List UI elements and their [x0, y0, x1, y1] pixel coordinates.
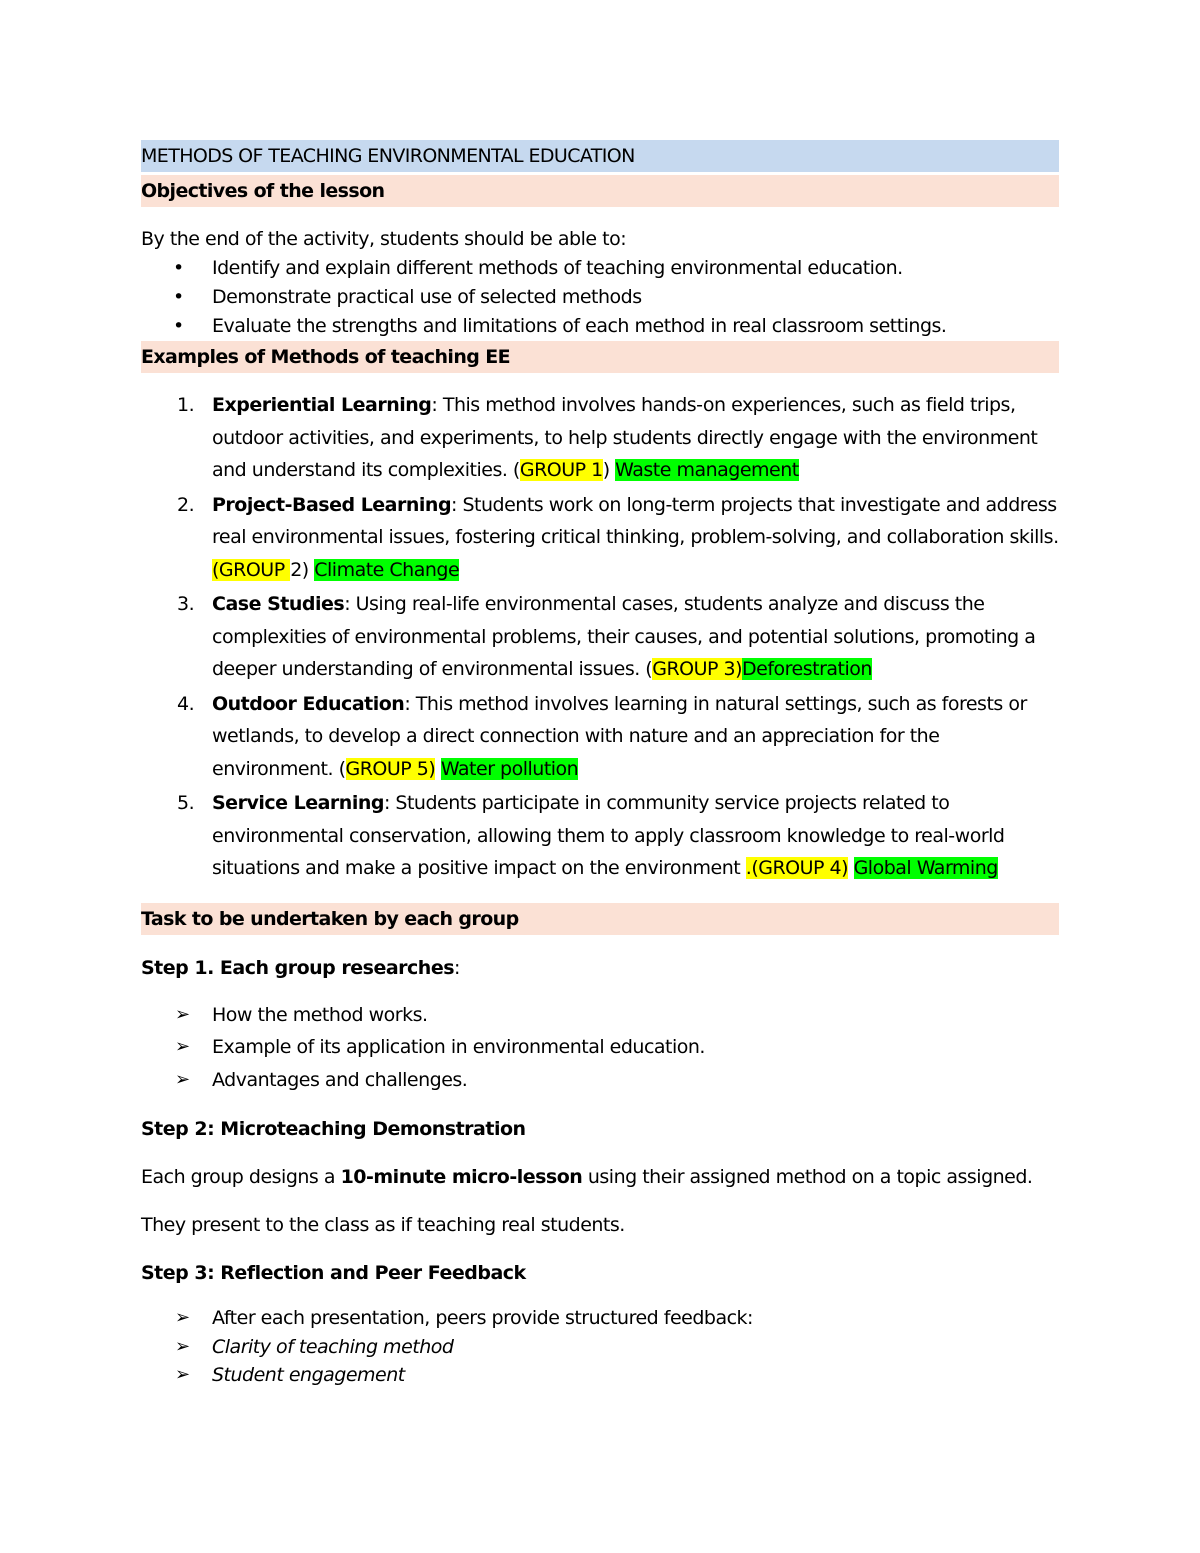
list-item — [141, 1064, 1059, 1097]
method-term: Project-Based Learning — [212, 493, 452, 516]
list-item-text: How the method works. — [212, 1003, 428, 1026]
paragraph-text: using their assigned method on a topic assigned. — [582, 1166, 1033, 1188]
group-separator — [848, 857, 854, 879]
list-item — [141, 1031, 1059, 1064]
method-item — [141, 688, 1059, 786]
step1-title-text: Step 1. Each group researches — [141, 956, 455, 979]
arrow-bullet-icon: ➢ — [175, 1036, 190, 1057]
list-item-text: Demonstrate practical use of selected methods — [212, 286, 642, 308]
arrow-bullet-icon: ➢ — [175, 1068, 190, 1090]
list-item-text: After each presentation, peers provide structured feedback: — [212, 1307, 753, 1329]
group-label: GROUP 3) — [652, 658, 743, 680]
paragraph-text: Each group designs a — [141, 1166, 341, 1188]
group-topic: Global Warming — [853, 857, 998, 879]
step1-colon: : — [454, 956, 460, 979]
method-item — [141, 787, 1059, 885]
group-topic: Deforestration — [742, 658, 872, 680]
list-item — [141, 1304, 1059, 1333]
methods-heading: Examples of Methods of teaching EE — [141, 341, 1059, 373]
list-item-text: Student engagement — [212, 1364, 405, 1386]
method-description: : Using real-life environmental cases, students analyze and discuss the complexities of environmental problems, their causes, and potential solutions, promoting a deeper understanding of environmental issues. ( — [212, 593, 1036, 680]
list-item — [141, 254, 1059, 283]
group-topic: Climate Change — [314, 558, 460, 581]
group-label: GROUP 1 — [519, 459, 603, 481]
emphasis-text: 10-minute micro-lesson — [340, 1166, 583, 1188]
method-description: : This method involves hands-on experiences, such as field trips, outdoor activities, and experiments, to help students directly engage with the environment and understand its complexities. ( — [212, 394, 1038, 481]
list-number: 4. — [177, 692, 195, 715]
group-separator — [435, 758, 441, 780]
group-topic: Waste management — [615, 459, 799, 481]
group-separator: 2) — [290, 558, 315, 581]
list-item-text: Evaluate the strengths and limitations of each method in real classroom settings. — [212, 315, 947, 337]
list-item — [141, 1361, 1059, 1390]
list-item — [141, 312, 1059, 341]
document-body — [141, 140, 1059, 1390]
methods-list — [141, 389, 1059, 885]
list-number: 5. — [177, 792, 195, 814]
arrow-bullet-icon: ➢ — [175, 1003, 190, 1025]
list-number: 3. — [177, 593, 195, 615]
bullet-icon: • — [173, 315, 184, 337]
list-item — [141, 1333, 1059, 1362]
method-description: : This method involves learning in natural settings, such as forests or wetlands, to develop a direct connection with nature and an appreciation for the environment. ( — [212, 692, 1027, 780]
method-item — [141, 588, 1059, 686]
list-item-text: Example of its application in environmental education. — [212, 1036, 705, 1058]
group-label: GROUP 5) — [345, 757, 436, 780]
list-item — [141, 999, 1059, 1032]
list-number: 2. — [177, 493, 195, 516]
arrow-bullet-icon: ➢ — [175, 1364, 190, 1385]
arrow-bullet-icon: ➢ — [175, 1307, 190, 1328]
method-item — [141, 489, 1059, 587]
group-topic: Water pollution — [440, 757, 579, 780]
step3-title: Step 3: Reflection and Peer Feedback — [141, 1262, 526, 1284]
objectives-list — [141, 254, 1059, 341]
list-item — [141, 283, 1059, 312]
page-title: METHODS OF TEACHING ENVIRONMENTAL EDUCATION — [141, 140, 1059, 172]
bullet-icon: • — [173, 286, 184, 308]
group-label: (GROUP — [212, 558, 291, 581]
method-term: Service Learning — [212, 792, 384, 814]
method-term: Outdoor Education — [212, 692, 405, 715]
list-item-text: Clarity of teaching method — [212, 1335, 454, 1358]
method-item — [141, 389, 1059, 487]
method-description: : Students participate in community service projects related to environmental conservation, allowing them to apply classroom knowledge to real-world situations and make a positive impact on the environment — [212, 792, 1005, 879]
step2-paragraph-1 — [141, 1162, 1059, 1192]
method-term: Experiential Learning — [212, 394, 432, 416]
step1-list — [141, 999, 1059, 1097]
method-term: Case Studies — [212, 593, 345, 615]
group-separator: ) — [602, 459, 616, 481]
step3-list — [141, 1304, 1059, 1390]
list-item-text: Identify and explain different methods of teaching environmental education. — [212, 257, 903, 279]
step2-title: Step 2: Microteaching Demonstration — [141, 1118, 526, 1140]
arrow-bullet-icon: ➢ — [175, 1335, 190, 1357]
step1-title — [141, 953, 1059, 983]
list-number: 1. — [177, 394, 195, 416]
list-item-text: Advantages and challenges. — [212, 1068, 468, 1091]
task-heading: Task to be undertaken by each group — [141, 903, 1059, 935]
objectives-heading: Objectives of the lesson — [141, 175, 1059, 207]
objectives-intro: By the end of the activity, students should be able to: — [141, 228, 627, 250]
bullet-icon: • — [173, 257, 184, 279]
group-label: .(GROUP 4) — [745, 857, 849, 879]
step2-paragraph-2: They present to the class as if teaching real students. — [141, 1214, 625, 1236]
method-description: : Students work on long-term projects that investigate and address real environmental issues, fostering critical thinking, problem-solving, and collaboration skills. — [212, 493, 1059, 548]
